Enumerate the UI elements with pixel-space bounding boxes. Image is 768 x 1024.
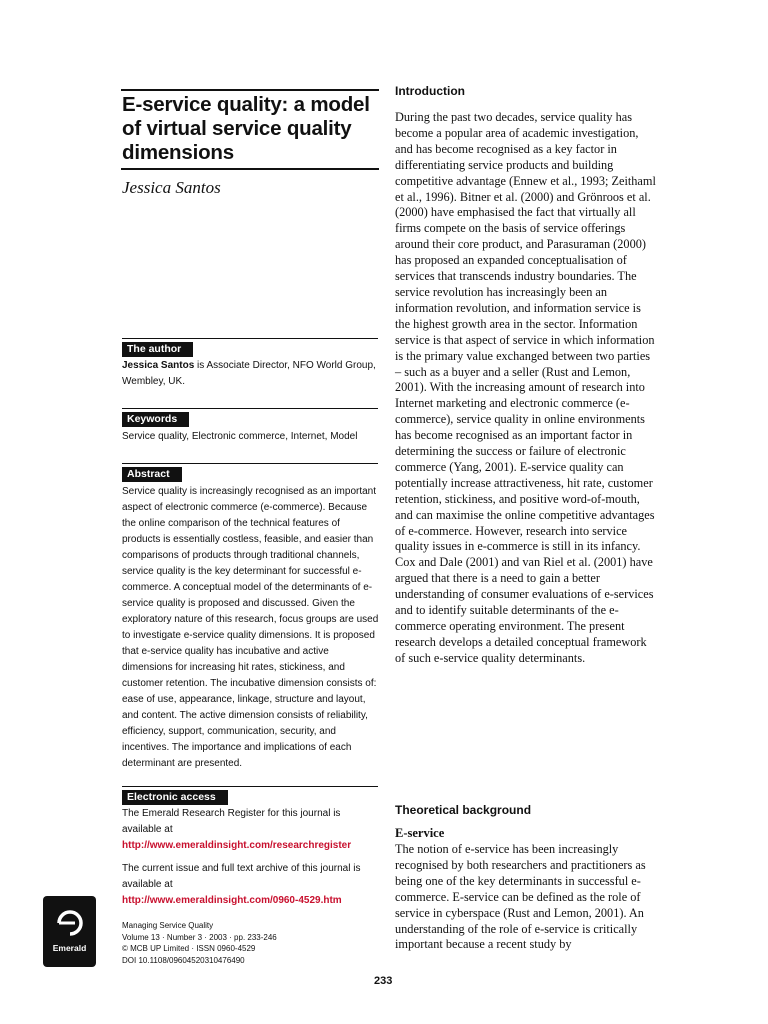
research-register-link[interactable]: http://www.emeraldinsight.com/researchregister [122, 840, 352, 851]
author-bio [122, 358, 380, 390]
keywords-text: Service quality, Electronic commerce, Internet, Model [122, 431, 358, 442]
article-title: E-service quality: a model of virtual service quality dimensions [122, 93, 370, 164]
access-intro-1: The Emerald Research Register for this journal is available at [122, 808, 341, 835]
abstract-label-text: Abstract [122, 467, 182, 482]
copyright-info: © MCB UP Limited · ISSN 0960-4529 [122, 944, 256, 953]
journal-name: Managing Service Quality [122, 921, 214, 930]
author-bio-name: Jessica Santos [122, 360, 195, 371]
theoretical-background-heading: Theoretical background [395, 803, 532, 817]
page-number: 233 [374, 975, 393, 987]
access-section-label [122, 786, 378, 802]
doi-info: DOI 10.1108/09604520310476490 [122, 955, 245, 965]
title-bottom-rule [121, 168, 379, 170]
eservice-subheading: E-service [395, 826, 445, 840]
logo-text: Emerald [52, 943, 87, 953]
eservice-text: The notion of e-service has been increasingly recognised by both researchers and practitioners as being one of the key determinants in successful e-commerce. E-service can be defined as the role of service in cyberspace (Rust and Lemon, 2001). An understanding of the role of e-service is critically important because a recent study by [395, 842, 646, 952]
access-text-1 [122, 806, 380, 854]
volume-info: Volume 13 · Number 3 · 2003 · pp. 233-246 [122, 932, 277, 942]
emerald-logo [43, 896, 96, 967]
introduction-text: During the past two decades, service quality has become a popular area of academic investigation, and has become recognised as a key factor in differentiating service products and building competitive advantage (Ennew et al., 1993; Zeithaml et al., 1996). Bitner et al. (2000) and Grönroos et al. (2000) have emphasised the fact that virtually all firms compete on the basis of service offerings around their core product, and Parasuraman (2000) has proposed an expanded conceptualisation of services that transcends industry boundaries. The service revolution has increasingly been an information revolution, and information service is the highest growth area in the sector. Information service is that aspect of service in which information is the primary value exchanged between two parties – such as a buyer and a seller (Rust and Lemon, 2001). With the increasing amount of research into Internet marketing and electronic commerce (e-commerce), service quality in online environments has become recognised as an important factor in determining the success or failure of electronic commerce (Yang, 2001). E-service quality can potentially increase attractiveness, hit rate, customer retention, stickiness, and positive word-of-mouth, and can maximise the online competitive advantages of e-commerce. However, research into service quality issues in e-commerce is still in its infancy. Cox and Dale (2001) and van Riel et al. (2001) have argued that there is a need to gain a better understanding of consumer evaluations of e-services and to identify suitable determinants of the e-commerce operating environment. The present research develops a detailed conceptual framework of such e-service quality determinants. [395, 110, 656, 665]
title-top-rule [121, 89, 379, 91]
citation-info [122, 920, 277, 966]
journal-archive-link[interactable]: http://www.emeraldinsight.com/0960-4529.htm [122, 895, 342, 906]
author-label-text: The author [122, 342, 193, 357]
emerald-e-icon [51, 904, 89, 942]
keywords-label-text: Keywords [122, 412, 189, 427]
author-section-label [122, 338, 378, 354]
abstract-section-label [122, 463, 378, 479]
access-text-2 [122, 861, 380, 909]
access-label-text: Electronic access [122, 790, 228, 805]
introduction-heading: Introduction [395, 84, 465, 98]
author-bio-text: is Associate Director, NFO World Group, Wembley, UK. [122, 360, 376, 387]
keywords-section-label [122, 408, 378, 424]
access-intro-2: The current issue and full text archive of this journal is available at [122, 863, 361, 890]
abstract-text: Service quality is increasingly recognised as an important aspect of electronic commerce (e-commerce). Because the online comparison of the technical features of products is essentially costless, feasible, and easier than comparisons of products through traditional channels, service quality is the key determinant for successful e-commerce. A conceptual model of the determinants of e-service quality is proposed and discussed. Given the exploratory nature of this research, focus groups are used to investigate e-service quality dimensions. It is proposed that e-service quality has incubative and active dimensions for increasing hit rates, stickiness, and customer retention. The incubative dimension consists of: ease of use, appearance, linkage, structure and layout, and content. The active dimension consists of reliability, efficiency, support, communication, security, and incentives. The importance and implications of each determinant are presented. [122, 486, 379, 769]
article-author: Jessica Santos [122, 178, 221, 197]
